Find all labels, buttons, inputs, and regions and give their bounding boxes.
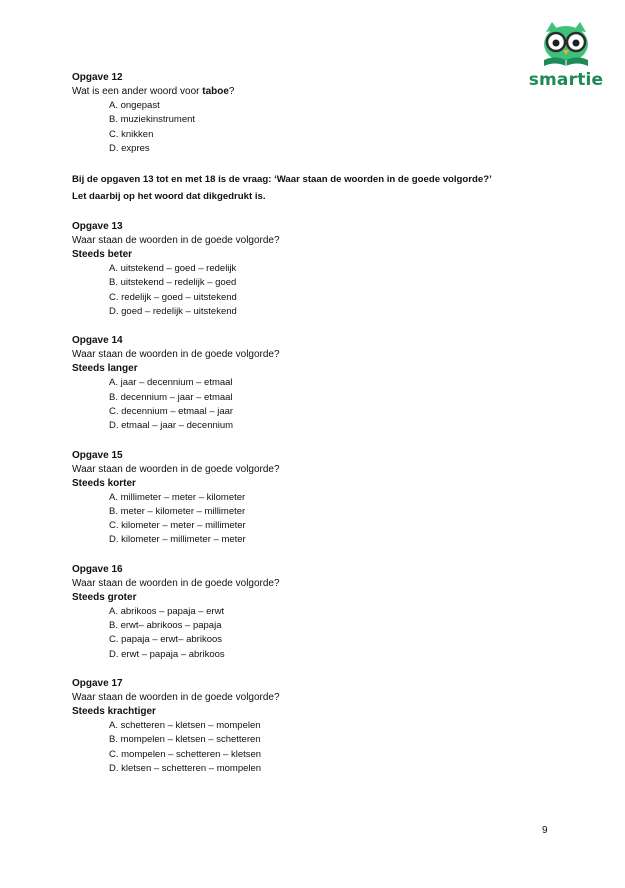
question-keyword: Steeds langer [72,363,138,375]
answer-option: C. papaja – erwt– abrikoos [109,634,223,646]
question-text: Waar staan de woorden in de goede volgorde? [72,349,280,361]
answer-option: A. millimeter – meter – kilometer [109,491,246,503]
answer-options [72,719,552,776]
answer-option: B. decennium – jaar – etmaal [109,391,233,403]
answer-option: C. redelijk – goed – uitstekend [109,291,237,303]
answer-option: A. abrikoos – papaja – erwt [109,605,225,617]
answer-option: B. muziekinstrument [109,114,196,126]
question-keyword: Steeds krachtiger [72,705,156,717]
answer-options [72,262,552,319]
answer-option: B. erwt– abrikoos – papaja [109,620,222,632]
answer-option: C. kilometer – meter – millimeter [109,520,246,532]
question-14 [72,334,552,433]
question-12 [72,71,552,156]
question-text-part: Wat is een ander woord voor [72,86,203,97]
answer-option: B. meter – kilometer – millimeter [109,505,246,517]
section-instructions [72,171,552,205]
answer-option: D. etmaal – jaar – decennium [109,420,234,432]
answer-option: B. uitstekend – redelijk – goed [109,277,237,289]
answer-options [72,491,552,548]
question-text: Waar staan de woorden in de goede volgorde? [72,235,280,247]
question-title: Opgave 13 [72,221,123,233]
question-title: Opgave 16 [72,563,123,575]
answer-option: C. mompelen – schetteren – kletsen [109,748,262,760]
question-text [72,85,552,99]
question-text: Waar staan de woorden in de goede volgorde? [72,463,280,475]
answer-option: C. decennium – etmaal – jaar [109,405,234,417]
question-keyword: Steeds groter [72,591,137,603]
instructions-line-1: Bij de opgaven 13 tot en met 18 is de vraag: ‘Waar staan de woorden in de goede volgorde?’ [72,174,492,186]
question-text-end: ? [228,86,235,97]
answer-options [72,99,552,156]
question-15 [72,449,552,548]
question-keyword: Steeds korter [72,477,136,489]
answer-option: C. knikken [109,128,154,140]
answer-option: D. erwt – papaja – abrikoos [109,648,225,660]
answer-option: D. kilometer – millimeter – meter [109,534,246,546]
answer-option: A. uitstekend – goed – redelijk [109,263,237,275]
question-title: Opgave 12 [72,72,123,83]
question-title: Opgave 15 [72,449,123,461]
answer-option: A. jaar – decennium – etmaal [109,377,233,389]
logo-wordmark: smartie [528,70,604,90]
answer-option: A. schetteren – kletsen – mompelen [109,719,261,731]
answer-option: B. mompelen – kletsen – schetteren [109,734,261,746]
question-17 [72,677,552,776]
question-text: Waar staan de woorden in de goede volgorde? [72,577,280,589]
answer-option: D. kletsen – schetteren – mompelen [109,762,262,774]
instructions-line-2: Let daarbij op het woord dat dikgedrukt is. [72,191,266,203]
owl-reading-book-icon [538,22,594,70]
question-keyword: Steeds beter [72,249,133,261]
question-keyword: taboe [202,86,229,97]
answer-option: D. expres [109,142,150,154]
question-16 [72,563,552,662]
answer-options [72,605,552,662]
page-number: 9 [542,825,548,836]
question-text: Waar staan de woorden in de goede volgorde? [72,691,280,703]
answer-option: D. goed – redelijk – uitstekend [109,306,237,318]
question-title: Opgave 17 [72,677,123,689]
question-13 [72,220,552,319]
question-title: Opgave 14 [72,335,123,347]
worksheet-content [72,71,552,791]
answer-option: A. ongepast [109,100,160,111]
answer-options [72,376,552,433]
